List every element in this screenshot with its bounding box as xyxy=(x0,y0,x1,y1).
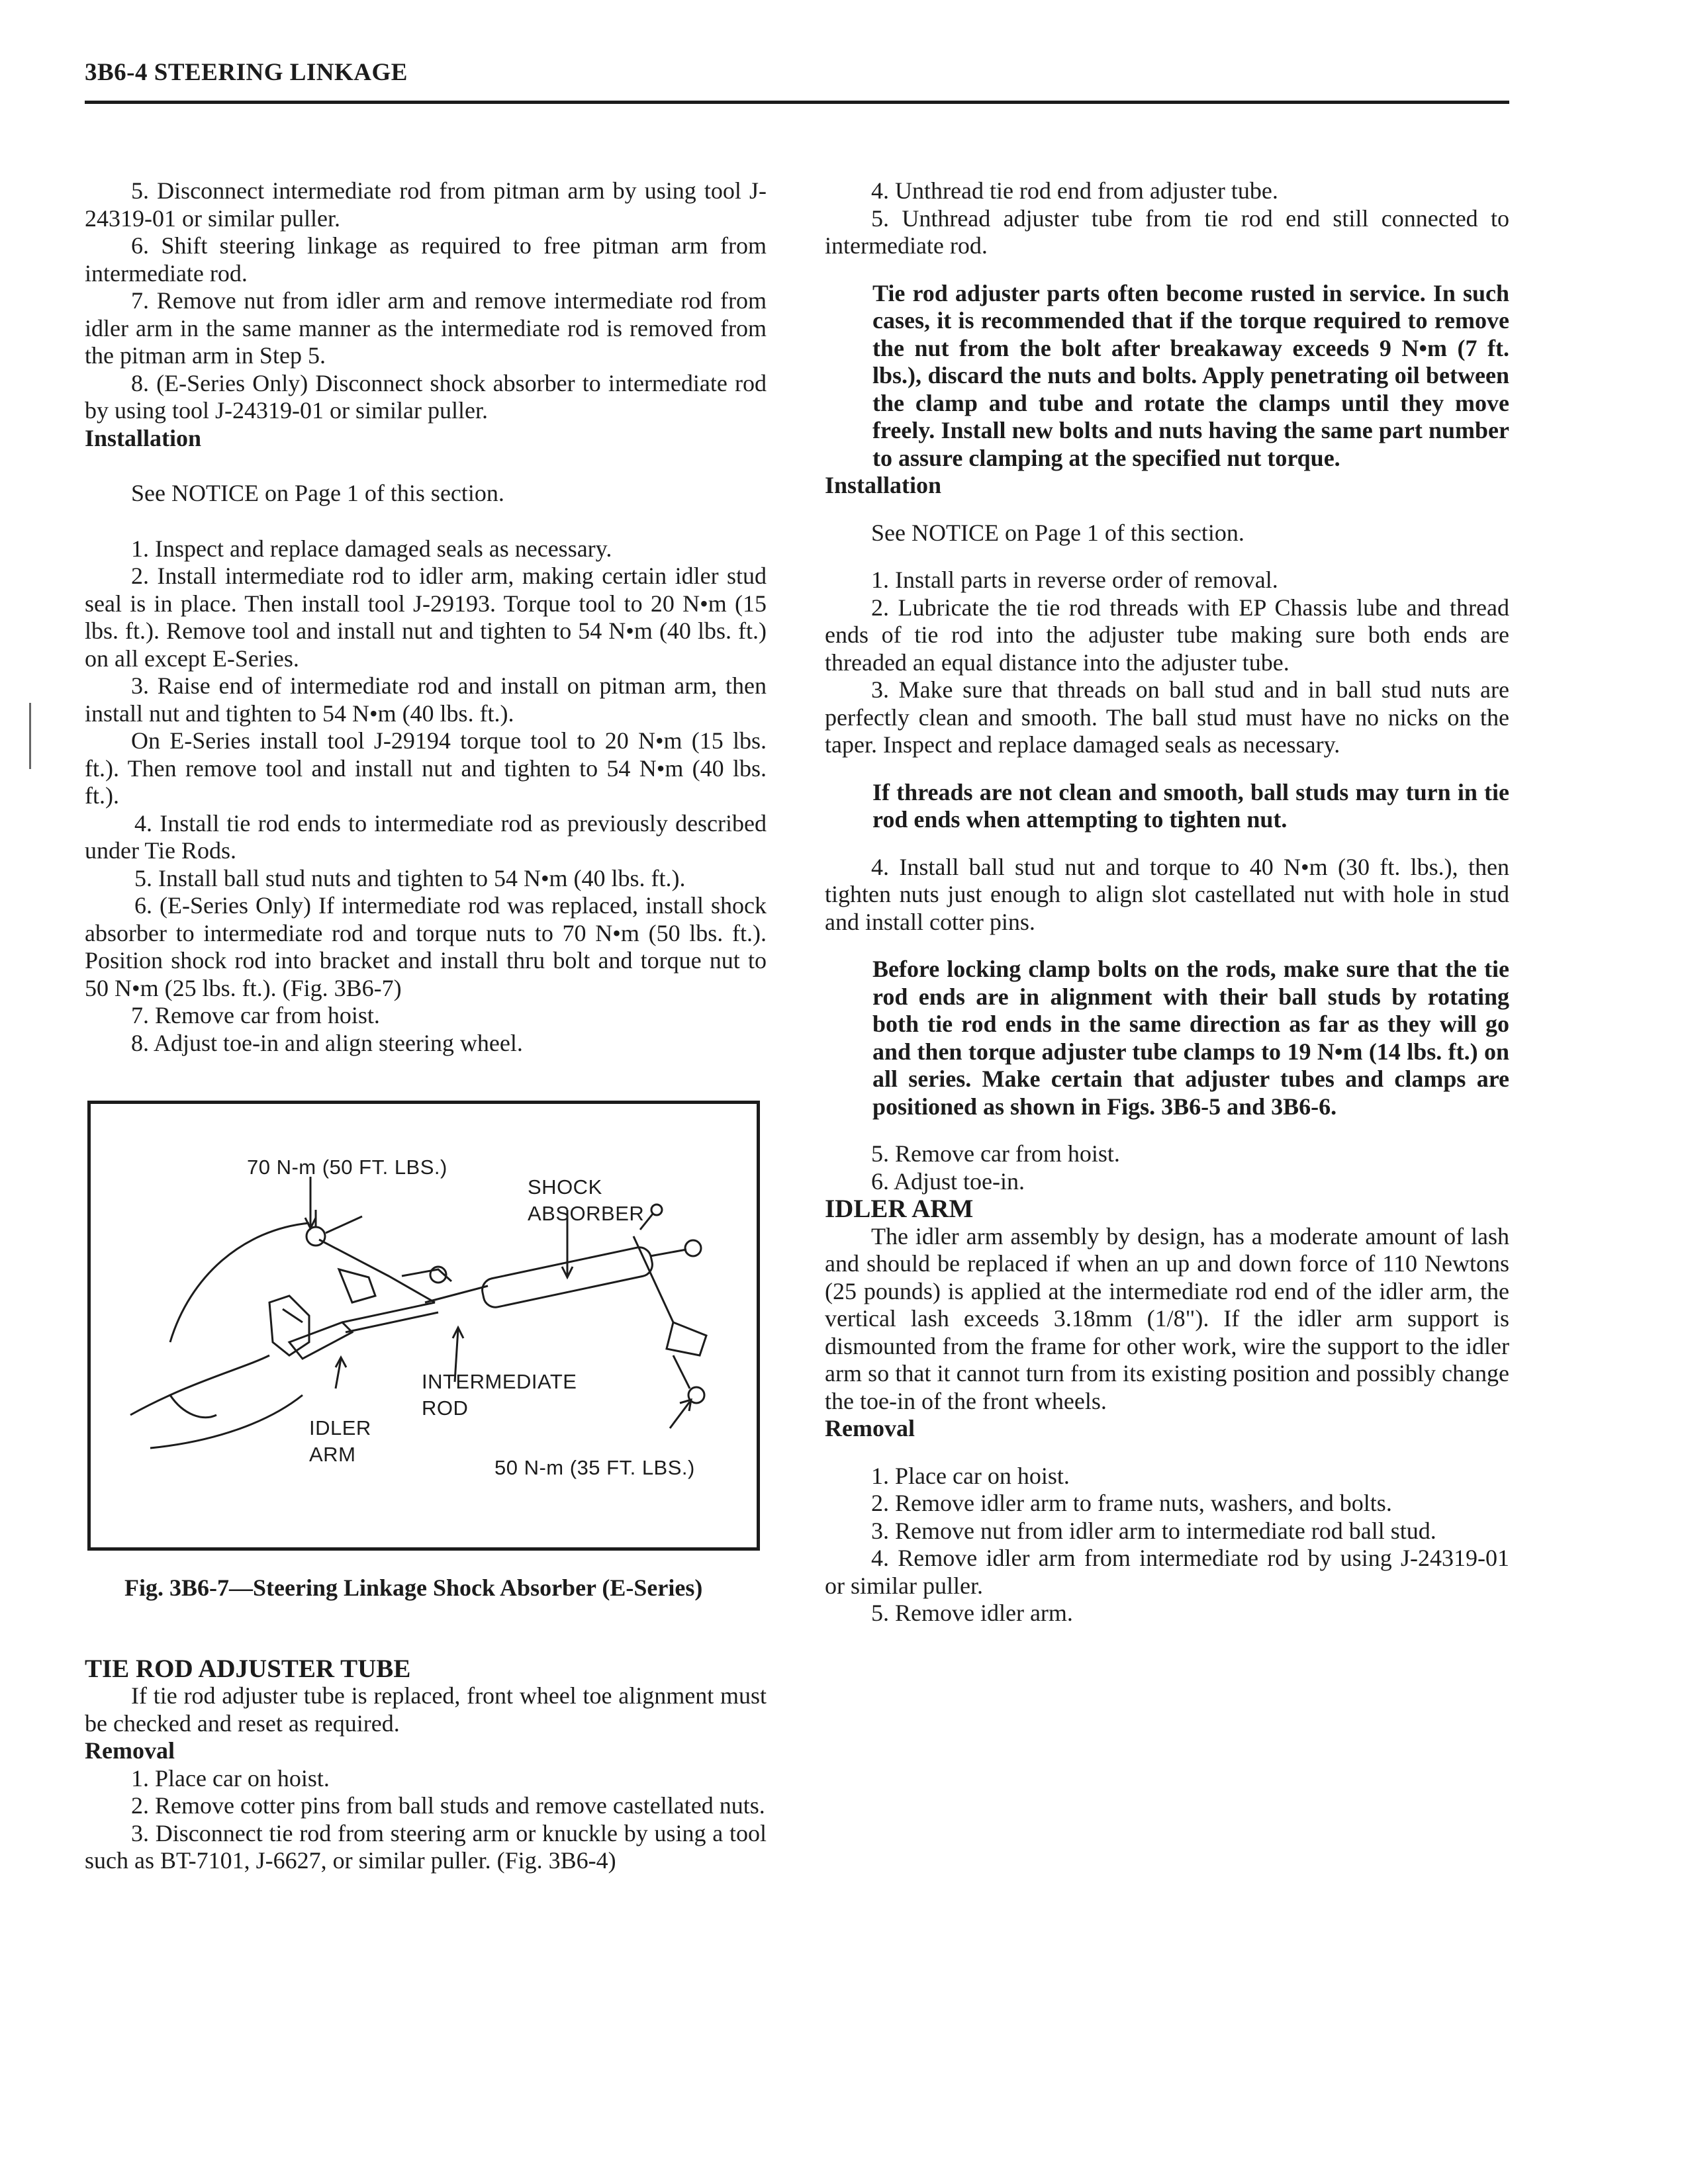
list-item: 5. Install ball stud nuts and tighten to 54 N•m (40 lbs. ft.). xyxy=(134,864,686,891)
label-torque-top: 70 N-m (50 FT. LBS.) xyxy=(247,1156,447,1179)
label-torque-bottom: 50 N-m (35 FT. LBS.) xyxy=(494,1456,695,1479)
label-shock-absorber: SHOCK ABSORBER xyxy=(528,1175,645,1225)
label-intermediate-rod: INTERMEDIATE ROD xyxy=(422,1370,577,1420)
list-item: 4. Unthread tie rod end from adjuster tube. xyxy=(871,177,1278,204)
section-heading-removal: Removal xyxy=(825,1415,915,1441)
list-item: 5. Remove car from hoist. xyxy=(871,1140,1120,1167)
list-item: 2. Install intermediate rod to idler arm, making certain idler stud seal is in place. Then install tool J-29193. Torque tool to 20 N•m (15 lbs. ft.). Remove tool and install nut and tighten to 54 N•m (40 lbs. ft.) on all except E-Series. xyxy=(85,563,767,672)
section-heading-tie-rod: TIE ROD ADJUSTER TUBE xyxy=(85,1654,411,1683)
list-item: 1. Place car on hoist. xyxy=(871,1462,1070,1489)
change-bar xyxy=(29,703,31,769)
paragraph: 5. Disconnect intermediate rod from pitman arm by using tool J-24319-01 or similar puller. xyxy=(85,177,767,232)
list-item: 8. Adjust toe-in and align steering wheel. xyxy=(131,1029,523,1056)
list-item: 3. Disconnect tie rod from steering arm or knuckle by using a tool such as BT-7101, J-6627, or similar puller. (Fig. 3B6-4) xyxy=(85,1819,767,1874)
list-item: 7. Remove car from hoist. xyxy=(131,1002,380,1028)
section-heading-removal: Removal xyxy=(85,1737,175,1764)
right-column xyxy=(825,177,1509,1627)
figure-caption: Fig. 3B6-7—Steering Linkage Shock Absorber (E-Series) xyxy=(124,1574,703,1601)
list-item: 4. Remove idler arm from intermediate rod by using J-24319-01 or similar puller. xyxy=(825,1545,1509,1599)
section-heading-idler-arm: IDLER ARM xyxy=(825,1195,974,1223)
list-item: On E-Series install tool J-29194 torque tool to 20 N•m (15 lbs. ft.). Then remove tool and install nut and tighten to 54 N•m (40 lbs. ft.). xyxy=(85,727,767,809)
bold-notice: Tie rod adjuster parts often become rusted in service. In such cases, it is recommended that if the torque required to remove the nut from the bolt after breakaway exceeds 9 N•m (7 ft. lbs.), discard the nuts and bolts. Apply penetrating oil between the clamp and tube and rotate the clamps until they move freely. Install new bolts and nuts having the same part number to assure clamping at the specified nut torque. xyxy=(872,279,1509,471)
list-item: 3. Make sure that threads on ball stud and in ball stud nuts are perfectly clean and smooth. The ball stud must have no nicks on the taper. Inspect and replace damaged seals as necessary. xyxy=(825,676,1509,758)
figure-3b6-7 xyxy=(87,1101,760,1551)
list-item: 3. Remove nut from idler arm to intermediate rod ball stud. xyxy=(871,1517,1436,1544)
paragraph: If tie rod adjuster tube is replaced, front wheel toe alignment must be checked and reset as required. xyxy=(85,1682,767,1737)
list-item: 5. Unthread adjuster tube from tie rod end still connected to intermediate rod. xyxy=(825,205,1509,259)
list-item: 1. Place car on hoist. xyxy=(131,1764,330,1792)
list-item: 2. Lubricate the tie rod threads with EP Chassis lube and thread ends of tie rod into the adjuster tube making sure both ends are threaded an equal distance into the adjuster tube. xyxy=(825,594,1509,676)
paragraph: The idler arm assembly by design, has a moderate amount of lash and should be replaced if when an up and down force of 110 Newtons (25 pounds) is applied at the intermediate rod end of the idler arm, the vertical lash exceeds 3.18mm (1/8"). If the idler arm support is dismounted from the frame for other work, wire the support to the idler arm so that it cannot turn from its existing position and possibly change the toe-in of the front wheels. xyxy=(825,1222,1509,1414)
list-item: 5. Remove idler arm. xyxy=(871,1600,1073,1626)
notice-reference: See NOTICE on Page 1 of this section. xyxy=(871,519,1244,546)
bold-notice: If threads are not clean and smooth, ball studs may turn in tie rod ends when attempting to tighten nut. xyxy=(872,778,1509,833)
notice-reference: See NOTICE on Page 1 of this section. xyxy=(131,480,504,506)
list-item: 2. Remove idler arm to frame nuts, washers, and bolts. xyxy=(871,1490,1392,1516)
bold-notice: Before locking clamp bolts on the rods, make sure that the tie rod ends are in alignment with their ball studs by rotating both tie rod ends in the same direction as far as they will go and then torque adjuster tube clamps to 19 N•m (14 lbs. ft.) on all series. Make certain that adjuster tubes and clamps are positioned as shown in Figs. 3B6-5 and 3B6-6. xyxy=(872,956,1509,1120)
section-heading-installation: Installation xyxy=(825,472,942,498)
list-item: 1. Install parts in reverse order of removal. xyxy=(871,567,1278,593)
label-idler-arm: IDLER ARM xyxy=(309,1416,371,1466)
left-column xyxy=(85,177,767,1875)
list-item: 4. Install ball stud nut and torque to 40 N•m (30 ft. lbs.), then tighten nuts just enough to align slot castellated nut with hole in stud and install cotter pins. xyxy=(825,853,1509,935)
page-header: 3B6-4 STEERING LINKAGE xyxy=(85,59,408,86)
paragraph: 8. (E-Series Only) Disconnect shock absorber to intermediate rod by using tool J-24319-01 or similar puller. xyxy=(85,369,767,424)
list-item: 1. Inspect and replace damaged seals as necessary. xyxy=(131,535,612,562)
section-heading-installation: Installation xyxy=(85,424,202,451)
list-item: 6. (E-Series Only) If intermediate rod was replaced, install shock absorber to intermediate rod and torque nuts to 70 N•m (50 lbs. ft.). Position shock rod into bracket and install thru bolt and torque nut to 50 N•m (25 lbs. ft.). (Fig. 3B6-7) xyxy=(85,892,767,1001)
list-item: 6. Adjust toe-in. xyxy=(871,1167,1025,1195)
paragraph: 7. Remove nut from idler arm and remove intermediate rod from idler arm in the same manner as the intermediate rod is removed from the pitman arm in Step 5. xyxy=(85,287,767,369)
header-rule xyxy=(85,101,1509,104)
paragraph: 6. Shift steering linkage as required to free pitman arm from intermediate rod. xyxy=(85,232,767,287)
list-item: 2. Remove cotter pins from ball studs and remove castellated nuts. xyxy=(131,1792,765,1819)
list-item: 4. Install tie rod ends to intermediate rod as previously described under Tie Rods. xyxy=(85,809,767,864)
list-item: 3. Raise end of intermediate rod and install on pitman arm, then install nut and tighten to 54 N•m (40 lbs. ft.). xyxy=(85,672,767,727)
